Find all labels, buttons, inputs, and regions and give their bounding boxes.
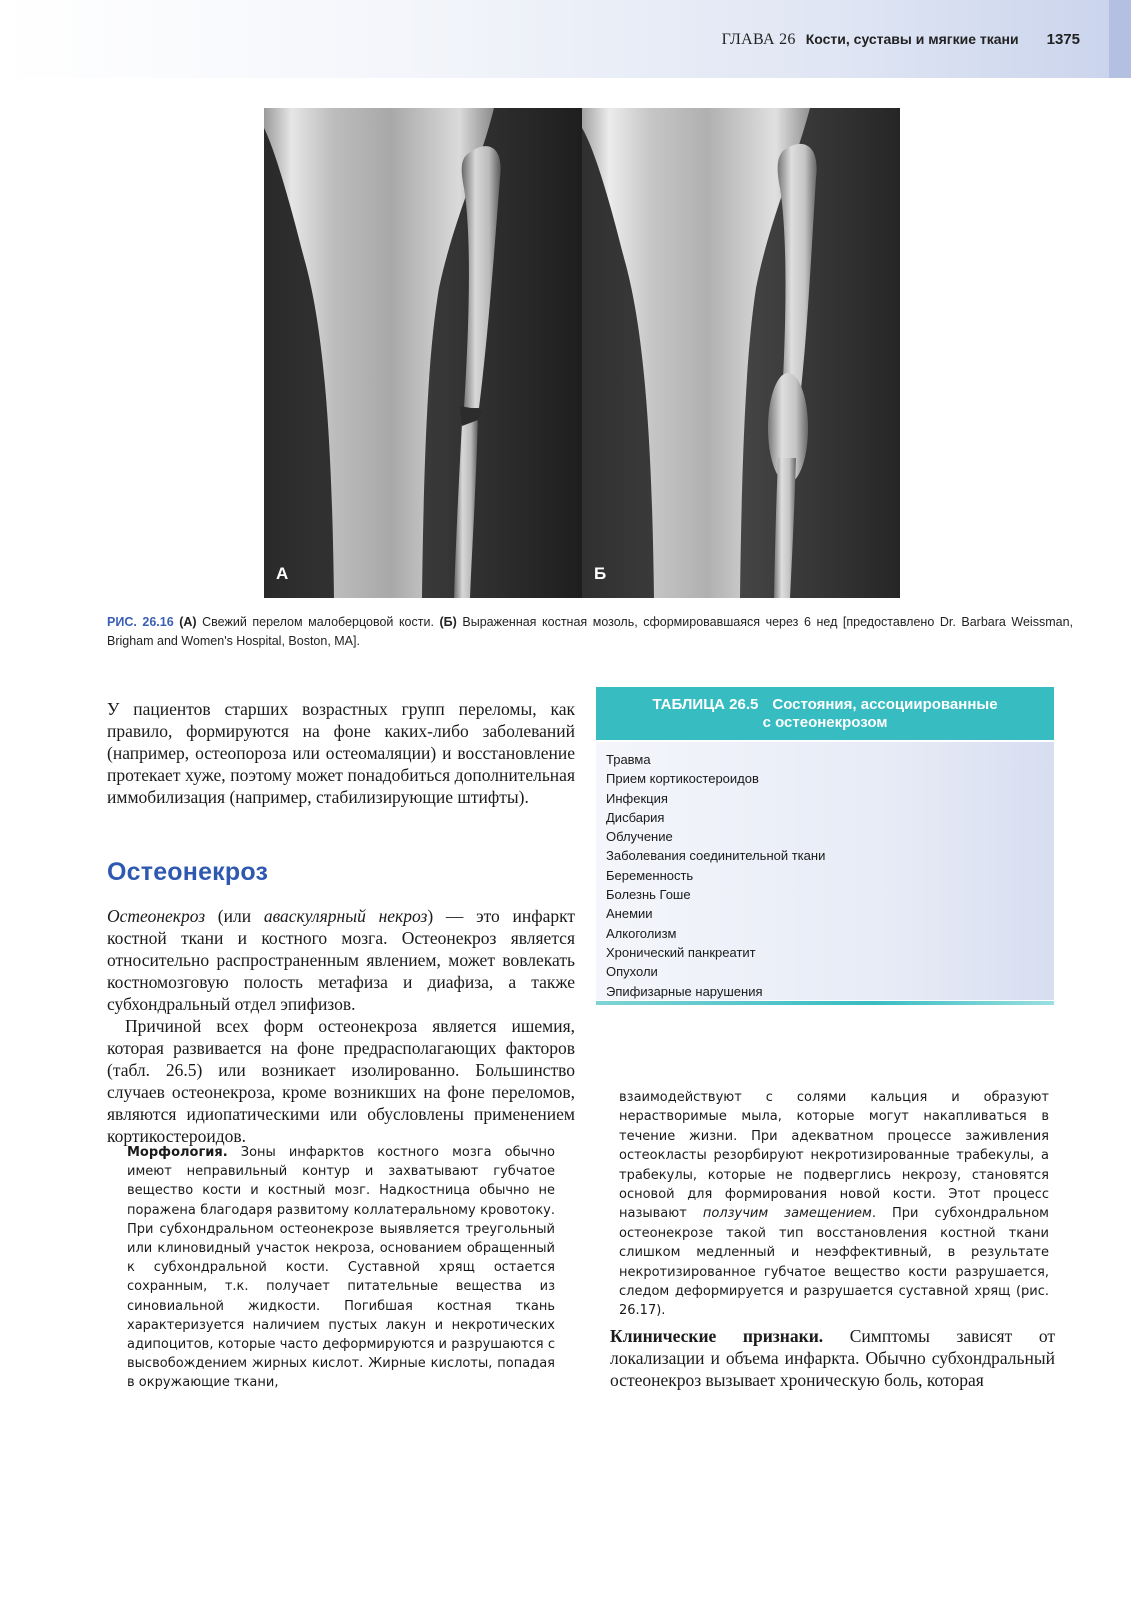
caption-b-text: Выраженная костная мозоль, сформировавшаяся через 6 нед [предоставлено Dr. Barbara Weissman, Brigham and Women's Hospital, Boston, MA]. — [107, 615, 1073, 648]
morphology-continuation — [619, 1088, 1049, 1321]
figure-caption — [107, 613, 1073, 651]
panel-a-label: А — [276, 564, 289, 583]
creeping-substitution-term: ползучим замещением — [702, 1206, 872, 1222]
xray-panel-b — [582, 108, 900, 598]
table-bottom-rule — [596, 1001, 1054, 1005]
table-title-line2: с остеонекрозом — [762, 714, 888, 731]
section-heading-osteonecrosis: Остеонекроз — [107, 858, 269, 886]
table-body — [596, 742, 1054, 1000]
definition-mid: (или — [205, 906, 264, 926]
table-header — [596, 687, 1054, 740]
xray-image-a — [264, 108, 582, 598]
panel-b-label: Б — [594, 564, 607, 583]
list-item: Опухоли — [606, 964, 658, 980]
list-item: Хронический панкреатит — [606, 944, 756, 960]
page-header-edge — [1109, 0, 1131, 78]
list-item: Заболевания соединительной ткани — [606, 848, 826, 864]
morphology-cont-b: . При субхондральном остеонекрозе такой тип восстановления костной ткани слишком медленный и неэффективный, в результате некротизированное губчатое вещество кости разрушается, следом деформируется и разрушается суставной хрящ (рис. 26.17). — [619, 1206, 1049, 1319]
xray-image-b — [582, 108, 900, 598]
clinical-text: Симптомы зависят от локализации и объема инфаркта. Обычно субхондральный остеонекроз вызывает хроническую боль, которая — [610, 1326, 1055, 1390]
caption-b-tag: (Б) — [439, 615, 457, 629]
list-item: Инфекция — [606, 790, 668, 806]
list-item: Беременность — [606, 867, 694, 883]
morphology-cont-a: взаимодействуют с солями кальция и образуют нерастворимые мыла, которые могут накапливаться в течение жизни. При адекватном процессе заживления остеокласты резорбируют некротизированные трабекулы, а трабекулы, которые не подверглись некрозу, становятся основой для формирования новой кости. Этот процесс называют — [619, 1090, 1049, 1222]
paragraph-elderly-fractures: У пациентов старших возрастных групп переломы, как правило, формируются на фоне каких-либо заболеваний (например, остеопороза или остеомаляции) и восстановление протекает хуже, поэтому может понадобиться дополнительная иммобилизация (например, стабилизирующие штифты). — [107, 699, 575, 807]
morphology-label: Морфология. — [127, 1145, 228, 1160]
paragraph-definition — [107, 905, 575, 1015]
definition-term: Остеонекроз — [107, 906, 206, 926]
list-item: Анемии — [606, 906, 653, 922]
clinical-label: Клинические признаки. — [610, 1326, 824, 1346]
list-item: Дисбария — [606, 809, 665, 825]
page-header — [600, 31, 1080, 53]
list-item: Облучение — [606, 829, 673, 845]
caption-a-text: Свежий перелом малоберцовой кости. — [196, 615, 440, 629]
paragraph-cause: Причиной всех форм остеонекроза является ишемия, которая развивается на фоне предрасполагающих факторов (табл. 26.5) или возникает изолированно. Большинство случаев остеонекроза, кроме возникших на фоне переломов, являются идиопатическими или обусловлены применением кортикостероидов. — [107, 1016, 575, 1146]
list-item: Эпифизарные нарушения — [606, 983, 763, 999]
morphology-text: Зоны инфарктов костного мозга обычно имеют неправильный контур и захватывают губчатое вещество кости и костный мозг. Надкостница обычно не поражена благодаря развитому коллатеральному кровотоку. При субхондральном остеонекрозе выявляется треугольный или клиновидный участок некроза, основанием обращенный к субхондральной кости. Суставной хрящ остается сохранным, т.к. получает питательные вещества из синовиальной жидкости. Погибшая костная ткань характеризуется наличием пустых лакун и некротических адипоцитов, которые часто деформируются и разрушаются с высвобождением жирных кислот. Жирные кислоты, попадая в окружающие ткани, — [127, 1145, 555, 1391]
xray-panel-a — [264, 108, 582, 598]
chapter-label: ГЛАВА 26 — [721, 31, 796, 48]
list-item: Прием кортикостероидов — [606, 771, 759, 787]
list-item: Болезнь Гоше — [606, 887, 691, 903]
list-item: Травма — [606, 752, 651, 767]
table-number: ТАБЛИЦА 26.5 — [652, 696, 759, 713]
clinical-features — [610, 1325, 1055, 1391]
caption-a-tag: (А) — [179, 615, 197, 629]
figure-number: РИС. 26.16 — [107, 615, 174, 629]
section-title: Кости, суставы и мягкие ткани — [805, 31, 1019, 47]
conditions-list — [606, 750, 1054, 1001]
morphology-block — [127, 1143, 555, 1393]
list-item: Алкоголизм — [606, 925, 677, 941]
definition-alt-term: аваскулярный некроз — [263, 906, 428, 926]
table-title-line1: Состояния, ассоциированные — [772, 696, 998, 713]
table-26-5 — [596, 687, 1054, 1007]
page-number: 1375 — [1046, 31, 1080, 48]
definition-rest: ) — это инфаркт костной ткани и костного мозга. Остеонекроз является относительно распространенным явлением, может вовлекать костномозговую полость метафиза и диафиза, а также субхондральный отдел эпифизов. — [107, 906, 576, 1014]
